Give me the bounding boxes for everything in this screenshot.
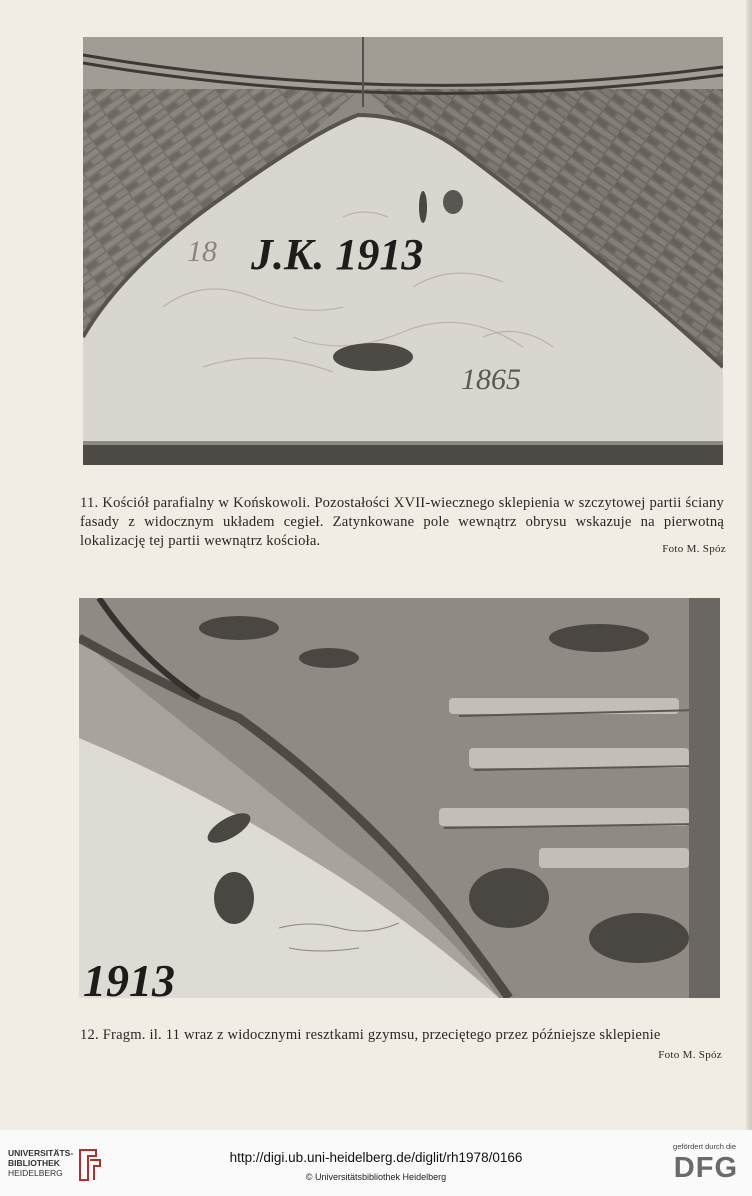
photo-cornice-fragment [79, 598, 720, 998]
inscription-1865: 1865 [461, 363, 521, 396]
inscription-18: 18 [187, 235, 217, 268]
footer-bar [0, 1130, 752, 1196]
caption-figure-11: 11. Kościół parafialny w Końskowoli. Pozostałości XVII-wiecznego sklepienia w szczytowej partii ściany fasady z widocznym układem cegieł. Zatynkowane pole wewnątrz obrysu wskazuje na pierwotną lokalizację tej partii wewnątrz kościoła. [80, 494, 724, 549]
inscription-jk-1913: J.K. 1913 [251, 230, 424, 279]
library-line-3: HEIDELBERG [8, 1168, 63, 1178]
dfg-logo: DFG [673, 1152, 738, 1184]
inscription-1913: 1913 [83, 955, 175, 998]
caption-figure-12: 12. Fragm. il. 11 wraz z widocznymi resztkami gzymsu, przeciętego przez późniejsze sklepienie [80, 1026, 661, 1043]
photo-credit-12: Foto M. Spóz [658, 1049, 722, 1061]
photo-vault-remains [83, 37, 723, 465]
copyright-text: © Universitätsbibliothek Heidelberg [305, 1172, 447, 1182]
sponsor-note: gefördert durch die [673, 1142, 736, 1151]
photo-credit-11: Foto M. Spóz [662, 543, 726, 555]
source-url-link[interactable]: http://digi.ub.uni-heidelberg.de/diglit/rh1978/0166 [229, 1150, 523, 1165]
library-line-2: BIBLIOTHEK [8, 1158, 60, 1168]
library-line-1: UNIVERSITÄTS- [8, 1148, 74, 1158]
page-edge [746, 0, 752, 1130]
